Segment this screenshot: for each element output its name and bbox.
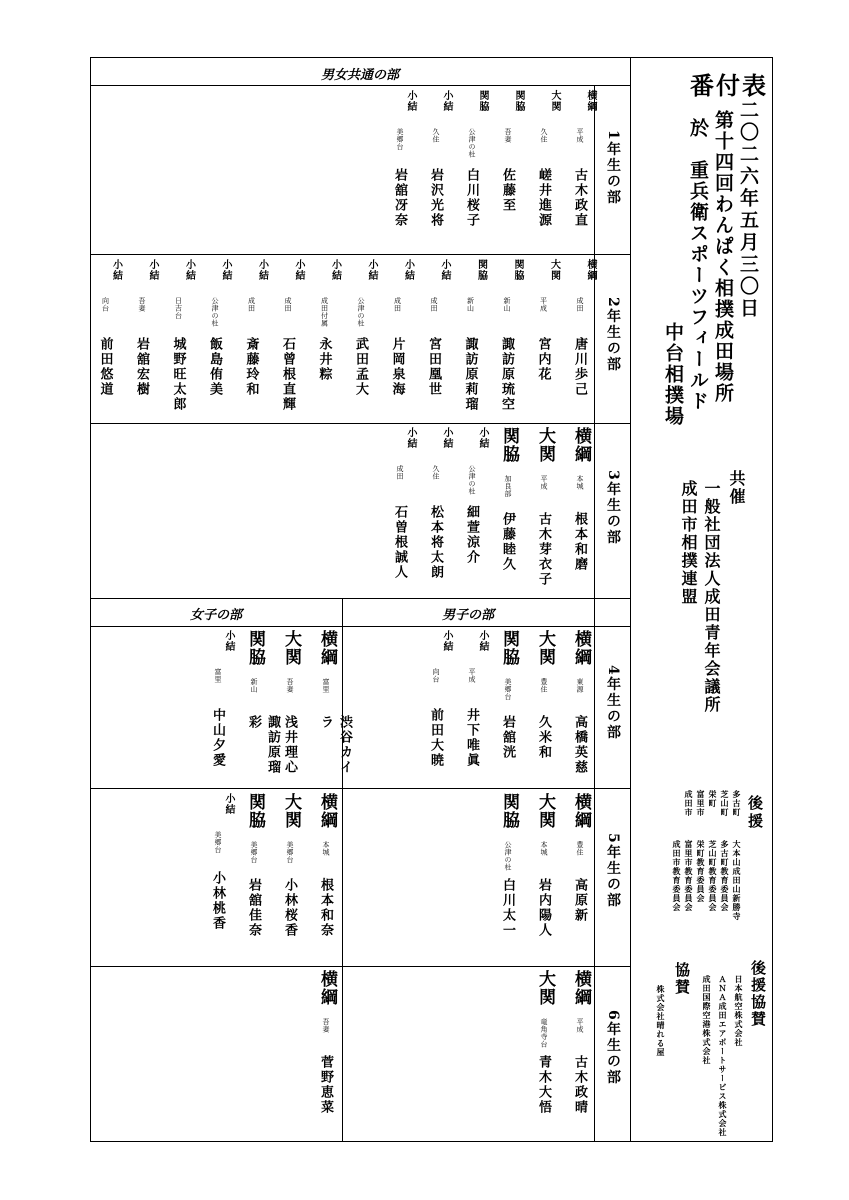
section-mixed-title: 男女共通の部 (320, 68, 399, 83)
wrestler-name: 渋谷カイラ (318, 715, 352, 775)
wrestler-name: 宮内花 (535, 337, 551, 382)
wrestler-entry (130, 259, 156, 419)
event-venue: 於 重兵衛スポーツフィールド (687, 118, 709, 412)
rank-label: 小結 (405, 427, 416, 449)
wrestler-name: 古木芽衣子 (536, 512, 551, 587)
divider-gender-header (90, 626, 630, 627)
kouen-item: 富里市 (696, 790, 706, 817)
wrestler-name: 高橋英慈 (572, 715, 587, 775)
wrestler-entry (314, 793, 340, 963)
rank-label: 小結 (329, 259, 341, 281)
wrestler-name: 岩舘佳奈 (246, 878, 261, 938)
divider-right-panel (630, 57, 631, 1142)
school-label: 新山 (466, 297, 475, 312)
wrestler-entry (496, 427, 522, 595)
rank-label: 大関 (535, 793, 555, 829)
wrestler-entry (532, 90, 558, 250)
school-label: 美郷台 (286, 841, 294, 864)
rank-label: 小結 (439, 259, 450, 281)
banzuke-title: 番付表 (690, 71, 768, 100)
school-label: 成田付属 (320, 297, 329, 327)
rank-label: 小結 (441, 630, 452, 652)
school-label: 成田 (396, 465, 404, 480)
wrestler-entry (314, 970, 340, 1135)
event-name: 第十四回わんぱく相撲成田場所 (712, 110, 734, 404)
kouen-item: 成田市教育委員会 (672, 840, 682, 912)
kouen-item: 多古町 (732, 790, 742, 817)
rank-label: 大関 (535, 630, 555, 666)
kouen-kyousan-item: 成田国際空港株式会社 (702, 975, 712, 1065)
cohost-sumo-league: 成田市相撲連盟 (679, 480, 698, 606)
school-label: 新山 (250, 678, 258, 693)
wrestler-entry (276, 259, 302, 419)
wrestler-entry (532, 427, 558, 595)
rank-label: 関脇 (512, 259, 523, 281)
rank-label: 関脇 (499, 793, 519, 829)
rank-label: 小結 (441, 427, 452, 449)
rank-label: 小結 (405, 90, 416, 112)
wrestler-name: 岩内陽人 (536, 878, 551, 938)
school-label: 公津の杜 (211, 297, 219, 327)
wrestler-name: 小林桜香 (282, 878, 297, 938)
rank-label: 小結 (256, 259, 268, 281)
school-label: 平成 (540, 475, 548, 490)
wrestler-entry (424, 427, 450, 595)
wrestler-entry (386, 259, 412, 419)
wrestler-entry (242, 630, 280, 785)
wrestler-entry (532, 630, 558, 785)
rank-label: 関脇 (513, 90, 524, 112)
wrestler-name: 前田大暁 (428, 708, 443, 768)
wrestler-entry (94, 259, 120, 419)
rank-label: 大関 (549, 90, 560, 112)
wrestler-name: 高原新 (572, 878, 587, 923)
kouen-item: 成田市 (684, 790, 694, 817)
wrestler-entry (495, 259, 521, 419)
wrestler-entry (167, 259, 193, 419)
school-label: 富里 (322, 678, 330, 693)
school-label: 公津の杜 (468, 465, 476, 495)
grade4-label: 4年生の部 (605, 665, 621, 741)
wrestler-name: 岩舘洸 (500, 715, 515, 760)
rank-label: 横綱 (571, 970, 591, 1006)
school-label: 本城 (576, 475, 584, 490)
rank-label: 関脇 (245, 630, 265, 666)
wrestler-entry (496, 90, 522, 250)
school-label: 吾妻 (286, 678, 294, 693)
divider-grade-column (594, 85, 595, 1142)
wrestler-entry (460, 427, 486, 595)
wrestler-entry (459, 259, 485, 419)
school-label: 吾妻 (504, 128, 512, 143)
rank-label: 小結 (183, 259, 195, 281)
rank-label: 横綱 (571, 793, 591, 829)
school-label: 豊住 (540, 678, 548, 693)
school-label: 平成 (576, 128, 584, 143)
section-girls-title: 女子の部 (189, 608, 242, 623)
school-label: 成田 (430, 297, 438, 312)
kouen-kyousan-item: ＡＮＡ成田エアポートサービス株式会社 (718, 975, 728, 1137)
wrestler-name: 細萱涼介 (464, 505, 479, 565)
wrestler-name: 武田孟大 (353, 337, 368, 397)
rank-label: 小結 (147, 259, 158, 281)
rank-label: 大関 (281, 793, 301, 829)
wrestler-name: 伊藤睦久 (500, 512, 515, 572)
school-label: 成田 (576, 297, 584, 312)
school-label: 本城 (540, 841, 548, 856)
kouen-label: 後援 (746, 795, 764, 831)
school-label: 公津の杜 (357, 297, 365, 327)
rank-label: 小結 (223, 793, 234, 815)
kouen-kyousan-item: 日本航空株式会社 (734, 975, 744, 1047)
wrestler-entry (460, 630, 486, 785)
school-label: 美郷台 (250, 841, 258, 864)
wrestler-name: 斎藤玲和 (243, 337, 259, 397)
grade3-label: 3年生の部 (605, 470, 621, 546)
event-date: 二〇二六年五月三〇日 (737, 100, 759, 320)
kouen-item: 栄町教育委員会 (696, 840, 706, 903)
wrestler-name: 白川桜子 (464, 168, 479, 228)
divider-grade5 (90, 966, 630, 967)
wrestler-name: 嵯井進源 (536, 168, 551, 228)
wrestler-name: 白川太一 (500, 878, 515, 938)
school-label: 本城 (322, 841, 330, 856)
divider-mixed-header (90, 85, 630, 86)
kouen-item: 大本山成田山新勝寺 (732, 840, 742, 921)
rank-label: 横綱 (585, 90, 596, 112)
kouen-item: 芝山町 (720, 790, 730, 817)
wrestler-name: 飯島侑美 (207, 337, 222, 397)
wrestler-name: 菅野恵菜 (318, 1055, 333, 1115)
wrestler-entry (460, 90, 486, 250)
wrestler-entry (278, 793, 304, 963)
wrestler-name: 岩沢光将 (428, 168, 443, 228)
wrestler-entry (568, 793, 594, 963)
rank-label: 関脇 (499, 630, 519, 666)
rank-label: 小結 (402, 259, 414, 281)
rank-label: 小結 (441, 90, 452, 112)
school-label: 吾妻 (138, 297, 146, 312)
school-label: 公津の杜 (504, 841, 512, 871)
wrestler-entry (568, 90, 594, 250)
kouen-item: 多古町教育委員会 (720, 840, 730, 912)
school-label: 平成 (539, 297, 548, 312)
school-label: 美郷台 (396, 128, 404, 151)
grade6-label: 6年生の部 (605, 1010, 621, 1086)
wrestler-name: 井下唯眞 (464, 708, 479, 768)
divider-grade3 (90, 598, 630, 599)
wrestler-name: 諏訪原琉空 (499, 337, 514, 412)
wrestler-name: 片岡泉海 (389, 337, 405, 397)
wrestler-name: 久米和 (536, 715, 551, 760)
school-label: 加良部 (504, 475, 512, 498)
rank-label: 関脇 (245, 793, 265, 829)
school-label: 美郷台 (504, 678, 512, 701)
school-label: 富里 (214, 668, 222, 683)
kouen-item: 栄町 (708, 790, 718, 808)
section-boys-title: 男子の部 (441, 608, 494, 623)
wrestler-entry (568, 630, 594, 785)
rank-label: 小結 (110, 259, 122, 281)
wrestler-name: 中山夕愛 (210, 708, 225, 768)
kouen-kyousan-label: 後援協賛 (749, 960, 767, 1028)
wrestler-entry (532, 259, 558, 419)
wrestler-entry (203, 259, 229, 419)
rank-label: 関脇 (475, 259, 487, 281)
school-label: 竜角寺台 (540, 1018, 548, 1048)
school-label: 吾妻 (322, 1018, 330, 1033)
school-label: 向台 (432, 668, 440, 683)
kyousan-label: 協賛 (673, 962, 691, 996)
school-label: 久住 (432, 128, 440, 143)
rank-label: 大関 (535, 427, 555, 463)
school-label: 美郷台 (214, 831, 222, 854)
rank-label: 関脇 (477, 90, 488, 112)
wrestler-entry (496, 630, 522, 785)
grade2-label: 2年生の部 (605, 297, 621, 373)
wrestler-entry (206, 630, 232, 785)
wrestler-name: 宮田凰世 (426, 337, 441, 397)
wrestler-entry (568, 427, 594, 595)
rank-label: 横綱 (317, 970, 337, 1006)
wrestler-entry (206, 793, 232, 963)
wrestler-entry (313, 259, 339, 419)
school-label: 成田 (284, 297, 292, 312)
wrestler-name: 唐川歩己 (572, 337, 587, 397)
wrestler-entry (242, 793, 268, 963)
wrestler-name: 岩舘宏樹 (134, 337, 149, 397)
event-venue-sub: 中台相撲場 (662, 322, 684, 427)
wrestler-name: 小林桃香 (210, 871, 225, 931)
wrestler-name: 青木大悟 (536, 1055, 551, 1115)
wrestler-name: 根本和奈 (318, 878, 333, 938)
wrestler-name: 石曽根誠人 (392, 505, 407, 580)
wrestler-entry (388, 90, 414, 250)
school-label: 久住 (432, 465, 440, 480)
wrestler-name: 岩舘冴奈 (392, 168, 407, 228)
wrestler-name: 古木政晴 (572, 1055, 587, 1115)
kouen-item: 芝山町教育委員会 (708, 840, 718, 912)
school-label: 平成 (576, 1018, 584, 1033)
kouen-item: 富里市教育委員会 (684, 840, 694, 912)
school-label: 東源 (576, 678, 584, 693)
wrestler-name: 佐藤至 (500, 168, 515, 213)
rank-label: 大関 (535, 970, 555, 1006)
wrestler-name: 永井粽 (316, 337, 332, 382)
rank-label: 小結 (293, 259, 304, 281)
kyousan-sponsor: 株式会社晴れる屋 (656, 985, 666, 1057)
divider-grade1 (90, 254, 630, 255)
rank-label: 小結 (223, 630, 234, 652)
school-label: 新山 (503, 297, 511, 312)
wrestler-entry (349, 259, 375, 419)
rank-label: 小結 (477, 427, 488, 449)
wrestler-entry (532, 793, 558, 963)
cohost-jc: 一般社団法人成田青年会議所 (702, 480, 721, 714)
rank-label: 小結 (366, 259, 377, 281)
grade5-label: 5年生の部 (605, 833, 621, 909)
wrestler-entry (568, 970, 594, 1135)
wrestler-name: 古木政直 (572, 168, 587, 228)
rank-label: 大関 (281, 630, 301, 666)
wrestler-entry (532, 970, 558, 1135)
wrestler-name: 城野旺太郎 (170, 337, 186, 412)
school-label: 成田 (247, 297, 256, 312)
school-label: 日吉台 (174, 297, 183, 320)
wrestler-entry (314, 630, 352, 785)
grade1-label: 1年生の部 (605, 130, 621, 206)
school-label: 豊住 (576, 841, 584, 856)
school-label: 向台 (101, 297, 110, 312)
school-label: 公津の杜 (468, 128, 476, 158)
wrestler-name: 諏訪原瑠彩 (246, 715, 280, 775)
cohost-label: 共催 (727, 470, 746, 506)
wrestler-name: 根本和磨 (572, 512, 587, 572)
wrestler-entry (240, 259, 266, 419)
wrestler-entry (388, 427, 414, 595)
wrestler-name: 前田悠道 (97, 337, 113, 397)
rank-label: 横綱 (571, 427, 591, 463)
school-label: 久住 (540, 128, 548, 143)
wrestler-name: 石曾根直輝 (280, 337, 295, 412)
wrestler-name: 浅井理心 (282, 715, 297, 775)
divider-gender (342, 598, 343, 1142)
school-label: 平成 (468, 668, 476, 683)
divider-grade2 (90, 423, 630, 424)
divider-grade4 (90, 788, 630, 789)
rank-label: 横綱 (571, 630, 591, 666)
wrestler-entry (424, 90, 450, 250)
rank-label: 横綱 (317, 630, 337, 666)
rank-label: 大関 (548, 259, 560, 281)
wrestler-entry (568, 259, 594, 419)
school-label: 成田 (393, 297, 402, 312)
wrestler-entry (496, 793, 522, 963)
rank-label: 横綱 (317, 793, 337, 829)
rank-label: 横綱 (585, 259, 596, 281)
wrestler-entry (422, 259, 448, 419)
wrestler-name: 諏訪原莉瑠 (462, 337, 478, 412)
wrestler-entry (424, 630, 450, 785)
rank-label: 小結 (220, 259, 231, 281)
wrestler-name: 松本将太朗 (428, 505, 443, 580)
rank-label: 関脇 (499, 427, 519, 463)
rank-label: 小結 (477, 630, 488, 652)
